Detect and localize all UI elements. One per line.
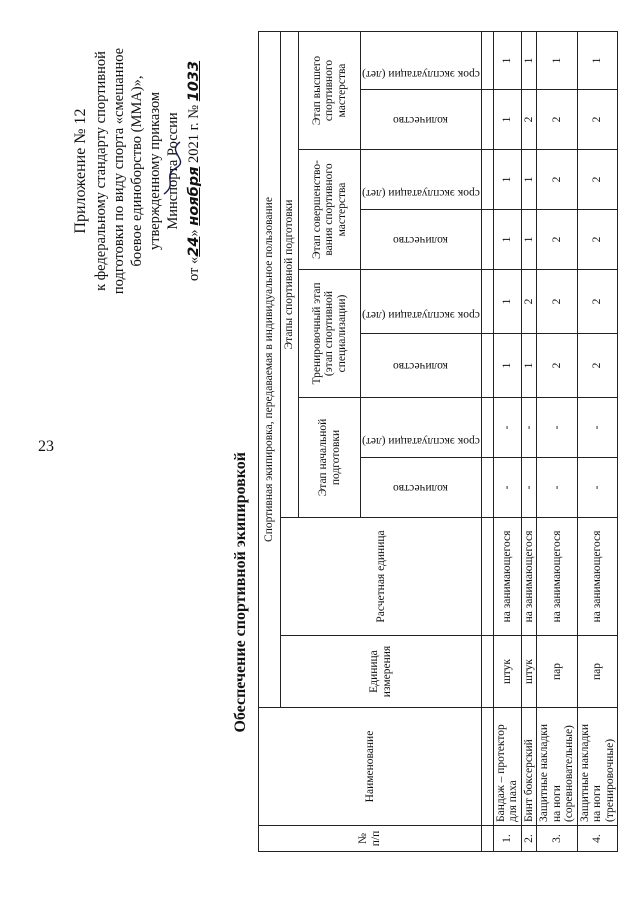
spacer-row — [481, 31, 493, 851]
group-header: Спортивная экипировка, передаваемая в индивидуальное пользование — [259, 31, 281, 707]
table-row: 3. Защитные накладки на ноги (соревновательные) пар на занимающегося - - 2 2 2 2 2 1 — [537, 31, 578, 851]
table-row: 1. Бандаж – протектор для паха штук на занимающегося - - 1 1 1 1 1 1 — [493, 31, 521, 851]
table-row: 2. Бинт боксерский штук на занимающегося - - 1 2 1 1 2 1 — [521, 31, 537, 851]
appendix-line: Минспорта России — [165, 112, 181, 230]
page-number: 23 — [38, 438, 54, 455]
appendix-date: от «24» ноября 2021 г. № 1033 — [186, 60, 202, 282]
sub-header-qty: количество — [361, 210, 482, 270]
stage-header: Этап высшего спортивного мастерства — [299, 31, 361, 149]
col-header-num: № п/п — [259, 826, 482, 852]
appendix-line: подготовки по виду спорта «смешанное — [111, 47, 127, 295]
sub-header-term: срок эксплуатации (лет) — [361, 31, 482, 89]
equipment-table — [258, 31, 618, 852]
order-number: 1033 — [186, 60, 202, 102]
stage-header: Этап совершенство-вания спортивного мастерства — [299, 150, 361, 270]
col-header-name: Наименование — [259, 708, 482, 826]
table-row: 4. Защитные накладки на ноги (тренировочные) пар на занимающегося - - 2 2 2 2 2 1 — [577, 31, 618, 851]
sub-header-term: срок эксплуатации (лет) — [361, 398, 482, 458]
stage-header: Тренировочный этап (этап спортивной специализации) — [299, 270, 361, 398]
stages-header: Этапы спортивной подготовки — [281, 31, 299, 517]
col-header-calc: Расчетная единица — [281, 518, 482, 636]
stage-header: Этап начальной подготовки — [299, 398, 361, 518]
doc-title: Обеспечение спортивной экипировкой — [232, 452, 249, 733]
sub-header-term: срок эксплуатации (лет) — [361, 270, 482, 334]
appendix-line: к федеральному стандарту спортивной — [93, 51, 109, 291]
appendix-title: Приложение № 12 — [72, 108, 89, 234]
col-header-unit: Единица измерения — [281, 636, 482, 708]
date-month: ноября — [186, 166, 202, 226]
signature-scribble — [160, 134, 184, 198]
appendix-line: боевое единоборство (ММА)», — [129, 75, 145, 267]
equipment-table-wrap — [258, 32, 616, 852]
appendix-line: утвержденному приказом — [147, 91, 163, 251]
date-day: 24 — [186, 236, 202, 257]
table-container — [258, 32, 616, 852]
sub-header-qty: количество — [361, 90, 482, 150]
sub-header-term: срок эксплуатации (лет) — [361, 150, 482, 210]
sub-header-qty: количество — [361, 334, 482, 398]
sub-header-qty: количество — [361, 458, 482, 518]
